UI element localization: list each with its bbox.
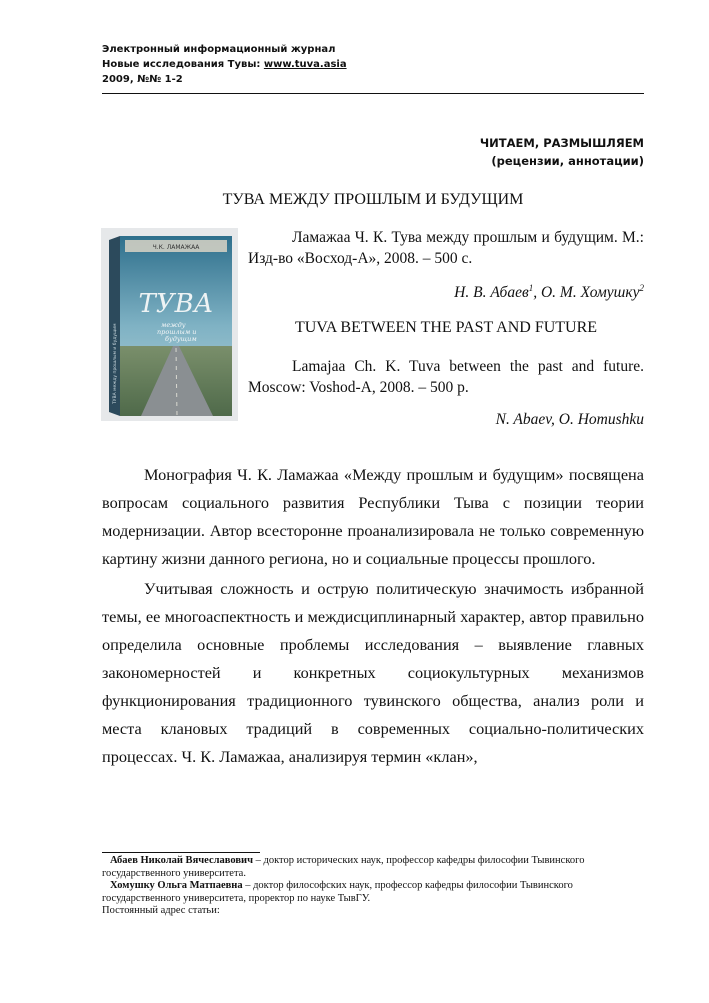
footnote-2-text: – доктор философских наук, профессор кафедры философии Тывинского государственного университета, проректор по науке ТывГУ. <box>102 880 573 904</box>
rubric-title: ЧИТАЕМ, РАЗМЫШЛЯЕМ <box>479 136 644 150</box>
book-cover-illustration <box>101 228 238 421</box>
author2-name-ru: О. М. Хомушку <box>540 284 640 302</box>
book-cover-image <box>101 228 238 421</box>
book-reference-ru: Ламажаа Ч. К. Тува между прошлым и будущим. М.: Изд-во «Восход-А», 2008. – 500 с. <box>248 229 644 267</box>
cover-title: ТУВА <box>138 289 214 319</box>
rubric-subtitle: (рецензии, аннотации) <box>491 154 644 168</box>
footnote-2-name: Хомушку Ольга Матпаевна <box>110 880 243 891</box>
article-body <box>102 461 644 773</box>
journal-name <box>102 57 644 72</box>
author1-footnote-mark: 1 <box>528 283 534 293</box>
article-title-en: TUVA BETWEEN THE PAST AND FUTURE <box>294 319 598 336</box>
cover-subtitle-line3: будущим <box>165 335 197 343</box>
footnote-divider <box>102 852 260 853</box>
journal-issue: 2009, №№ 1-2 <box>102 74 183 85</box>
body-paragraph-2: Учитывая сложность и острую политическую значимость избранной темы, ее многоаспектность и междисциплинарный характер, автор правильно определила основные проблемы исследования – выявление главных закономерностей и конкретных социокультурных механизмов функционирования традиционного тувинского общества, анализ роли и места клановых традиций в современных социально-политических процессах. Ч. К. Ламажаа, анализируя термин «клан», <box>102 579 644 766</box>
footnote-1-text: – доктор исторических наук, профессор кафедры философии Тывинского государственного университета. <box>102 855 585 879</box>
header-divider <box>102 93 644 94</box>
journal-header <box>102 42 644 87</box>
authors-separator: , <box>533 284 541 302</box>
author1-name-ru: Н. В. Абаев <box>454 284 529 302</box>
footnotes <box>102 855 644 918</box>
footnote-1 <box>102 855 644 880</box>
body-paragraph-1: Монография Ч. К. Ламажаа «Между прошлым и будущим» посвящена вопросам социального развития Республики Тыва с позиции теории модернизации. Автор всесторонне проанализировала не только современную картину жизни данного региона, но и социальные процессы прошлого. <box>102 465 644 568</box>
cover-spine-text: ТУВА между прошлым и будущим <box>113 323 118 404</box>
footnote-2 <box>102 880 644 905</box>
authors-en: N. Abaev, O. Homushku <box>495 411 644 428</box>
book-reference-en: Lamajaa Ch. K. Tuva between the past and future. Moscow: Voshod-A, 2008. – 500 p. <box>248 358 644 396</box>
article-title-ru: ТУВА МЕЖДУ ПРОШЛЫМ И БУДУЩИМ <box>222 191 524 208</box>
footnote-1-name: Абаев Николай Вячеславович <box>110 855 253 866</box>
cover-author: Ч.К. ЛАМАЖАА <box>152 244 200 251</box>
journal-name-prefix: Новые исследования Тувы: <box>102 59 264 70</box>
permalink-label: Постоянный адрес статьи: <box>102 905 220 916</box>
journal-url-link[interactable]: www.tuva.asia <box>263 59 347 70</box>
author2-footnote-mark: 2 <box>639 283 644 293</box>
authors-ru <box>454 283 644 302</box>
journal-type: Электронный информационный журнал <box>102 44 336 55</box>
rubric <box>480 134 644 170</box>
cover-subtitle-line2: прошлым и <box>157 328 197 336</box>
cover-subtitle-line1: между <box>161 321 186 329</box>
